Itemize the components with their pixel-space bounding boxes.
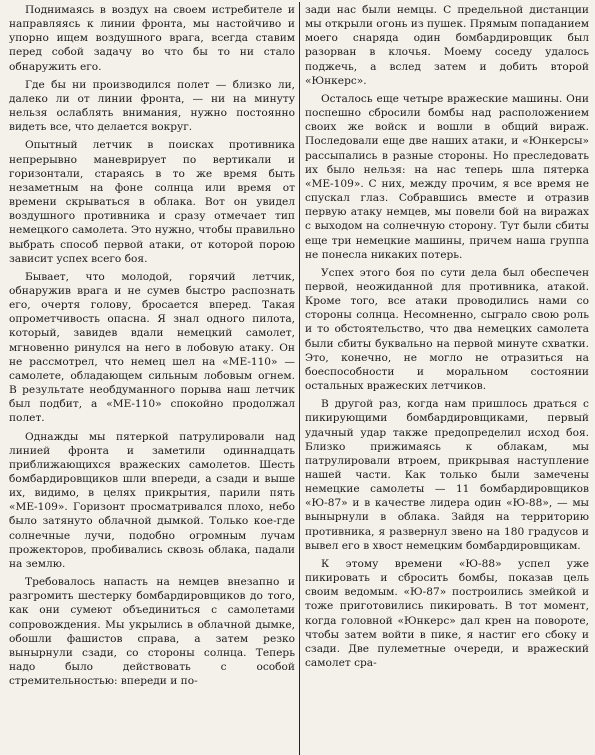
right-column bbox=[305, 3, 589, 755]
paragraph: Поднимаясь в воздух на своем истребителе и направляясь к линии фронта, мы настойчиво и упорно ищем воздушного врага, всегда ставим перед собой задачу во что бы то ни стало обнаружить его. bbox=[9, 4, 295, 73]
paragraph: Опытный летчик в поисках противника непрерывно маневрирует по вертикали и горизонтали, стараясь в то же время быть незаметным на фоне солнца или время от времени скрываться в облака. Вот он увидел воздушного противника и сразу отмечает тип немецкого самолета. Это нужно, чтобы правильно выбрать способ первой атаки, от которой порою зависит успех всего боя. bbox=[9, 139, 295, 265]
paragraph: Осталось еще четыре вражеские машины. Они поспешно сбросили бомбы над расположением своих же войск и вошли в общий вираж. Последовали еще две наших атаки, и «Юнкерсы» рассыпались в разные стороны. Но преследовать их было нельзя: на нас теперь шла пятерка «МЕ-109». С них, между прочим, я все время не спускал глаз. Собравшись вместе и отразив первую атаку немцев, мы повели бой на виражах с выходом на солнечную сторону. Тут были сбиты еще три немецкие машины, причем наша группа не понесла никаких потерь. bbox=[305, 92, 589, 261]
paragraph: Требовалось напасть на немцев внезапно и разгромить шестерку бомбардировщиков до того, как они сумеют объединиться с самолетами сопровождения. Мы укрылись в облачной дымке, обошли фашистов справа, а затем резко вынырнули сзади, со стороны солнца. Теперь надо было действовать с особой стремительностью: впереди и по- bbox=[9, 576, 295, 688]
paragraph: зади нас были немцы. С предельной дистанции мы открыли огонь из пушек. Прямым попаданием моего снаряда один бомбардировщик был разорван в клочья. Моему соседу удалось поджечь, а вслед затем и добить второй «Юнкерс». bbox=[305, 4, 589, 87]
paragraph: Бывает, что молодой, горячий летчик, обнаружив врага и не сумев быстро распознать его, очертя голову, бросается вперед. Такая опрометчивость опасна. Я знал одного пилота, который, завидев вдали немецкий самолет, мгновенно ринулся на него в лобовую атаку. Он не рассмотрел, что немец шел на «МЕ-110» — самолете, обладающем сильным лобовым огнем. В результате необдуманного порыва наш летчик был подбит, а «МЕ-110» спокойно продолжал полет. bbox=[9, 270, 295, 425]
column-divider bbox=[299, 2, 300, 755]
paragraph: Где бы ни производился полет — близко ли, далеко ли от линии фронта, — ни на минуту нельзя ослаблять внимания, нужно постоянно видеть все, что делается вокруг. bbox=[9, 78, 295, 134]
paragraph: В другой раз, когда нам пришлось драться с пикирующими бомбардировщиками, первый удачный удар также предопределил исход боя. Близко прижимаясь к облакам, мы патрулировали втроем, прикрывая наступление нашей части. Как только были замечены немецкие самолеты — 11 бомбардировщиков «Ю-87» и в качестве лидера один «Ю-88», — мы вынырнули в облака. Зайдя на территорию противника, я развернул звено на 180 градусов и вывел его в хвост немецким бомбардировщикам. bbox=[305, 398, 589, 552]
paragraph: Однажды мы пятеркой патрулировали над линией фронта и заметили одиннадцать приближающихся вражеских самолетов. Шесть бомбардировщиков шли впереди, а сзади и выше их, видимо, в целях прикрытия, парили пять «МЕ-109». Горизонт просматривался плохо, небо было затянуто облачной дымкой. Только кое-где солнечные лучи, подобно огромным лучам прожекторов, пробивались сквозь облака, падали на землю. bbox=[9, 430, 295, 570]
paragraph: Успех этого боя по сути дела был обеспечен первой, неожиданной для противника, атакой. Кроме того, все атаки проводились нами со стороны солнца. Несомненно, сыграло свою роль и то обстоятельство, что два немецких самолета были сбиты буквально на первой минуте схватки. Это, конечно, не могло не отразиться на боеспособности и моральном состоянии остальных вражеских летчиков. bbox=[305, 266, 589, 393]
left-column bbox=[9, 3, 295, 755]
paragraph: К этому времени «Ю-88» успел уже пикировать и сбросить бомбы, показав цель своим ведомым. «Ю-87» построились змейкой и тоже приготовились пикировать. В тот момент, когда головной «Юнкерс» дал крен на повороте, чтобы затем войти в пике, я настиг его сбоку и сзади. Две пулеметные очереди, и вражеский самолет сра- bbox=[305, 557, 589, 670]
